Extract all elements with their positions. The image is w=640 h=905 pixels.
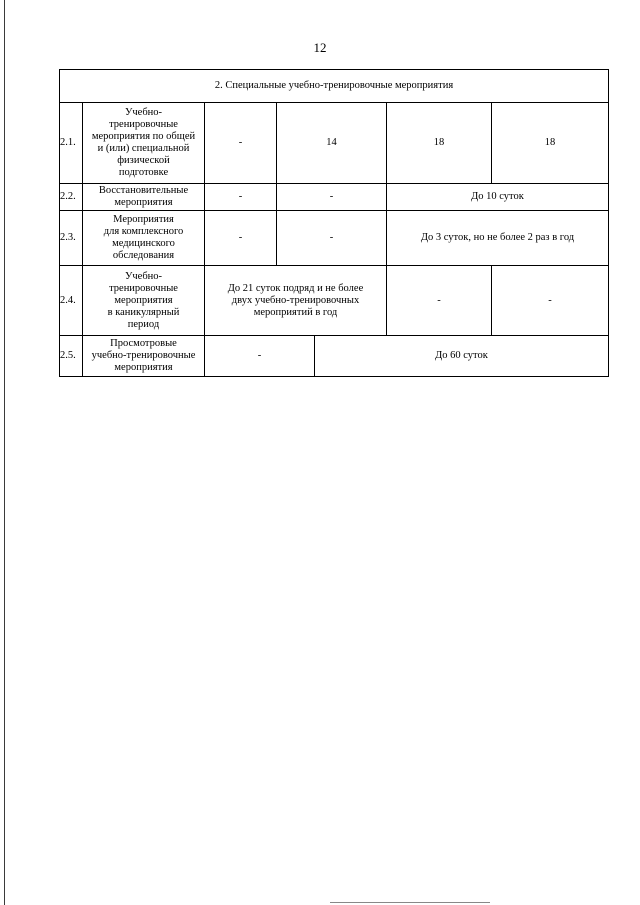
cell-stage-1: - <box>205 184 277 211</box>
section-title: 2. Специальные учебно-тренировочные мероприятия <box>60 70 609 103</box>
table-row <box>60 336 609 377</box>
table-row <box>60 103 609 184</box>
event-name <box>83 103 205 184</box>
event-name-line: и (или) специальной <box>97 143 190 154</box>
table-row <box>60 211 609 266</box>
event-name-line: Мероприятия <box>113 214 174 225</box>
event-name-line: учебно-тренировочные <box>91 350 196 361</box>
section-header-row <box>60 70 609 103</box>
cell-stage-3: - <box>387 266 492 336</box>
cell-stage-3: 18 <box>387 103 492 184</box>
cell-line: мероприятий в год <box>253 306 338 318</box>
event-name-line: тренировочные <box>109 282 178 294</box>
event-name <box>83 266 205 336</box>
table-row <box>60 266 609 336</box>
cell-stage-4: 18 <box>492 103 609 184</box>
event-name-line: мероприятия <box>114 362 173 373</box>
cell-stage-3-4: До 10 суток <box>387 184 609 211</box>
event-name <box>83 336 205 377</box>
event-name-line: Учебно- <box>124 270 163 282</box>
event-name-line: физической <box>117 155 170 166</box>
table-row <box>60 184 609 211</box>
cell-stage-2-4: До 60 суток <box>315 336 609 377</box>
cell-stage-1: - <box>205 336 315 377</box>
event-name-line: для комплексного <box>103 226 184 237</box>
event-name-line: тренировочные <box>109 119 178 130</box>
event-name-line: Восстановительные <box>98 185 189 196</box>
cell-stage-3-4: До 3 суток, но не более 2 раз в год <box>387 211 609 266</box>
events-table <box>59 69 609 377</box>
event-name-line: Просмотровые <box>110 338 177 349</box>
cell-stage-4: - <box>492 266 609 336</box>
cell-stage-2: - <box>277 184 387 211</box>
row-number: 2.2. <box>60 184 83 211</box>
page-number: 12 <box>313 40 327 55</box>
event-name-line: период <box>127 318 160 330</box>
row-number: 2.4. <box>60 266 83 336</box>
event-name <box>83 184 205 211</box>
cell-stage-1-2 <box>205 266 387 336</box>
event-name-line: в каникулярный <box>107 306 180 318</box>
row-number: 2.1. <box>60 103 83 184</box>
event-name-line: мероприятия по общей <box>91 131 196 142</box>
cell-stage-1: - <box>205 211 277 266</box>
event-name-line: мероприятия <box>114 197 173 208</box>
cell-stage-1: - <box>205 103 277 184</box>
event-name-line: Учебно- <box>124 107 163 118</box>
event-name-line: мероприятия <box>114 294 173 306</box>
row-number: 2.3. <box>60 211 83 266</box>
cell-line: До 21 суток подряд и не более <box>227 282 364 294</box>
cell-line: двух учебно-тренировочных <box>231 294 360 306</box>
event-name-line: обследования <box>112 250 175 261</box>
scan-bottom-mark <box>330 902 490 903</box>
scan-left-edge <box>4 0 5 905</box>
row-number: 2.5. <box>60 336 83 377</box>
cell-stage-2: 14 <box>277 103 387 184</box>
event-name-line: подготовке <box>118 167 169 178</box>
cell-stage-2: - <box>277 211 387 266</box>
event-name-line: медицинского <box>112 238 175 249</box>
event-name <box>83 211 205 266</box>
